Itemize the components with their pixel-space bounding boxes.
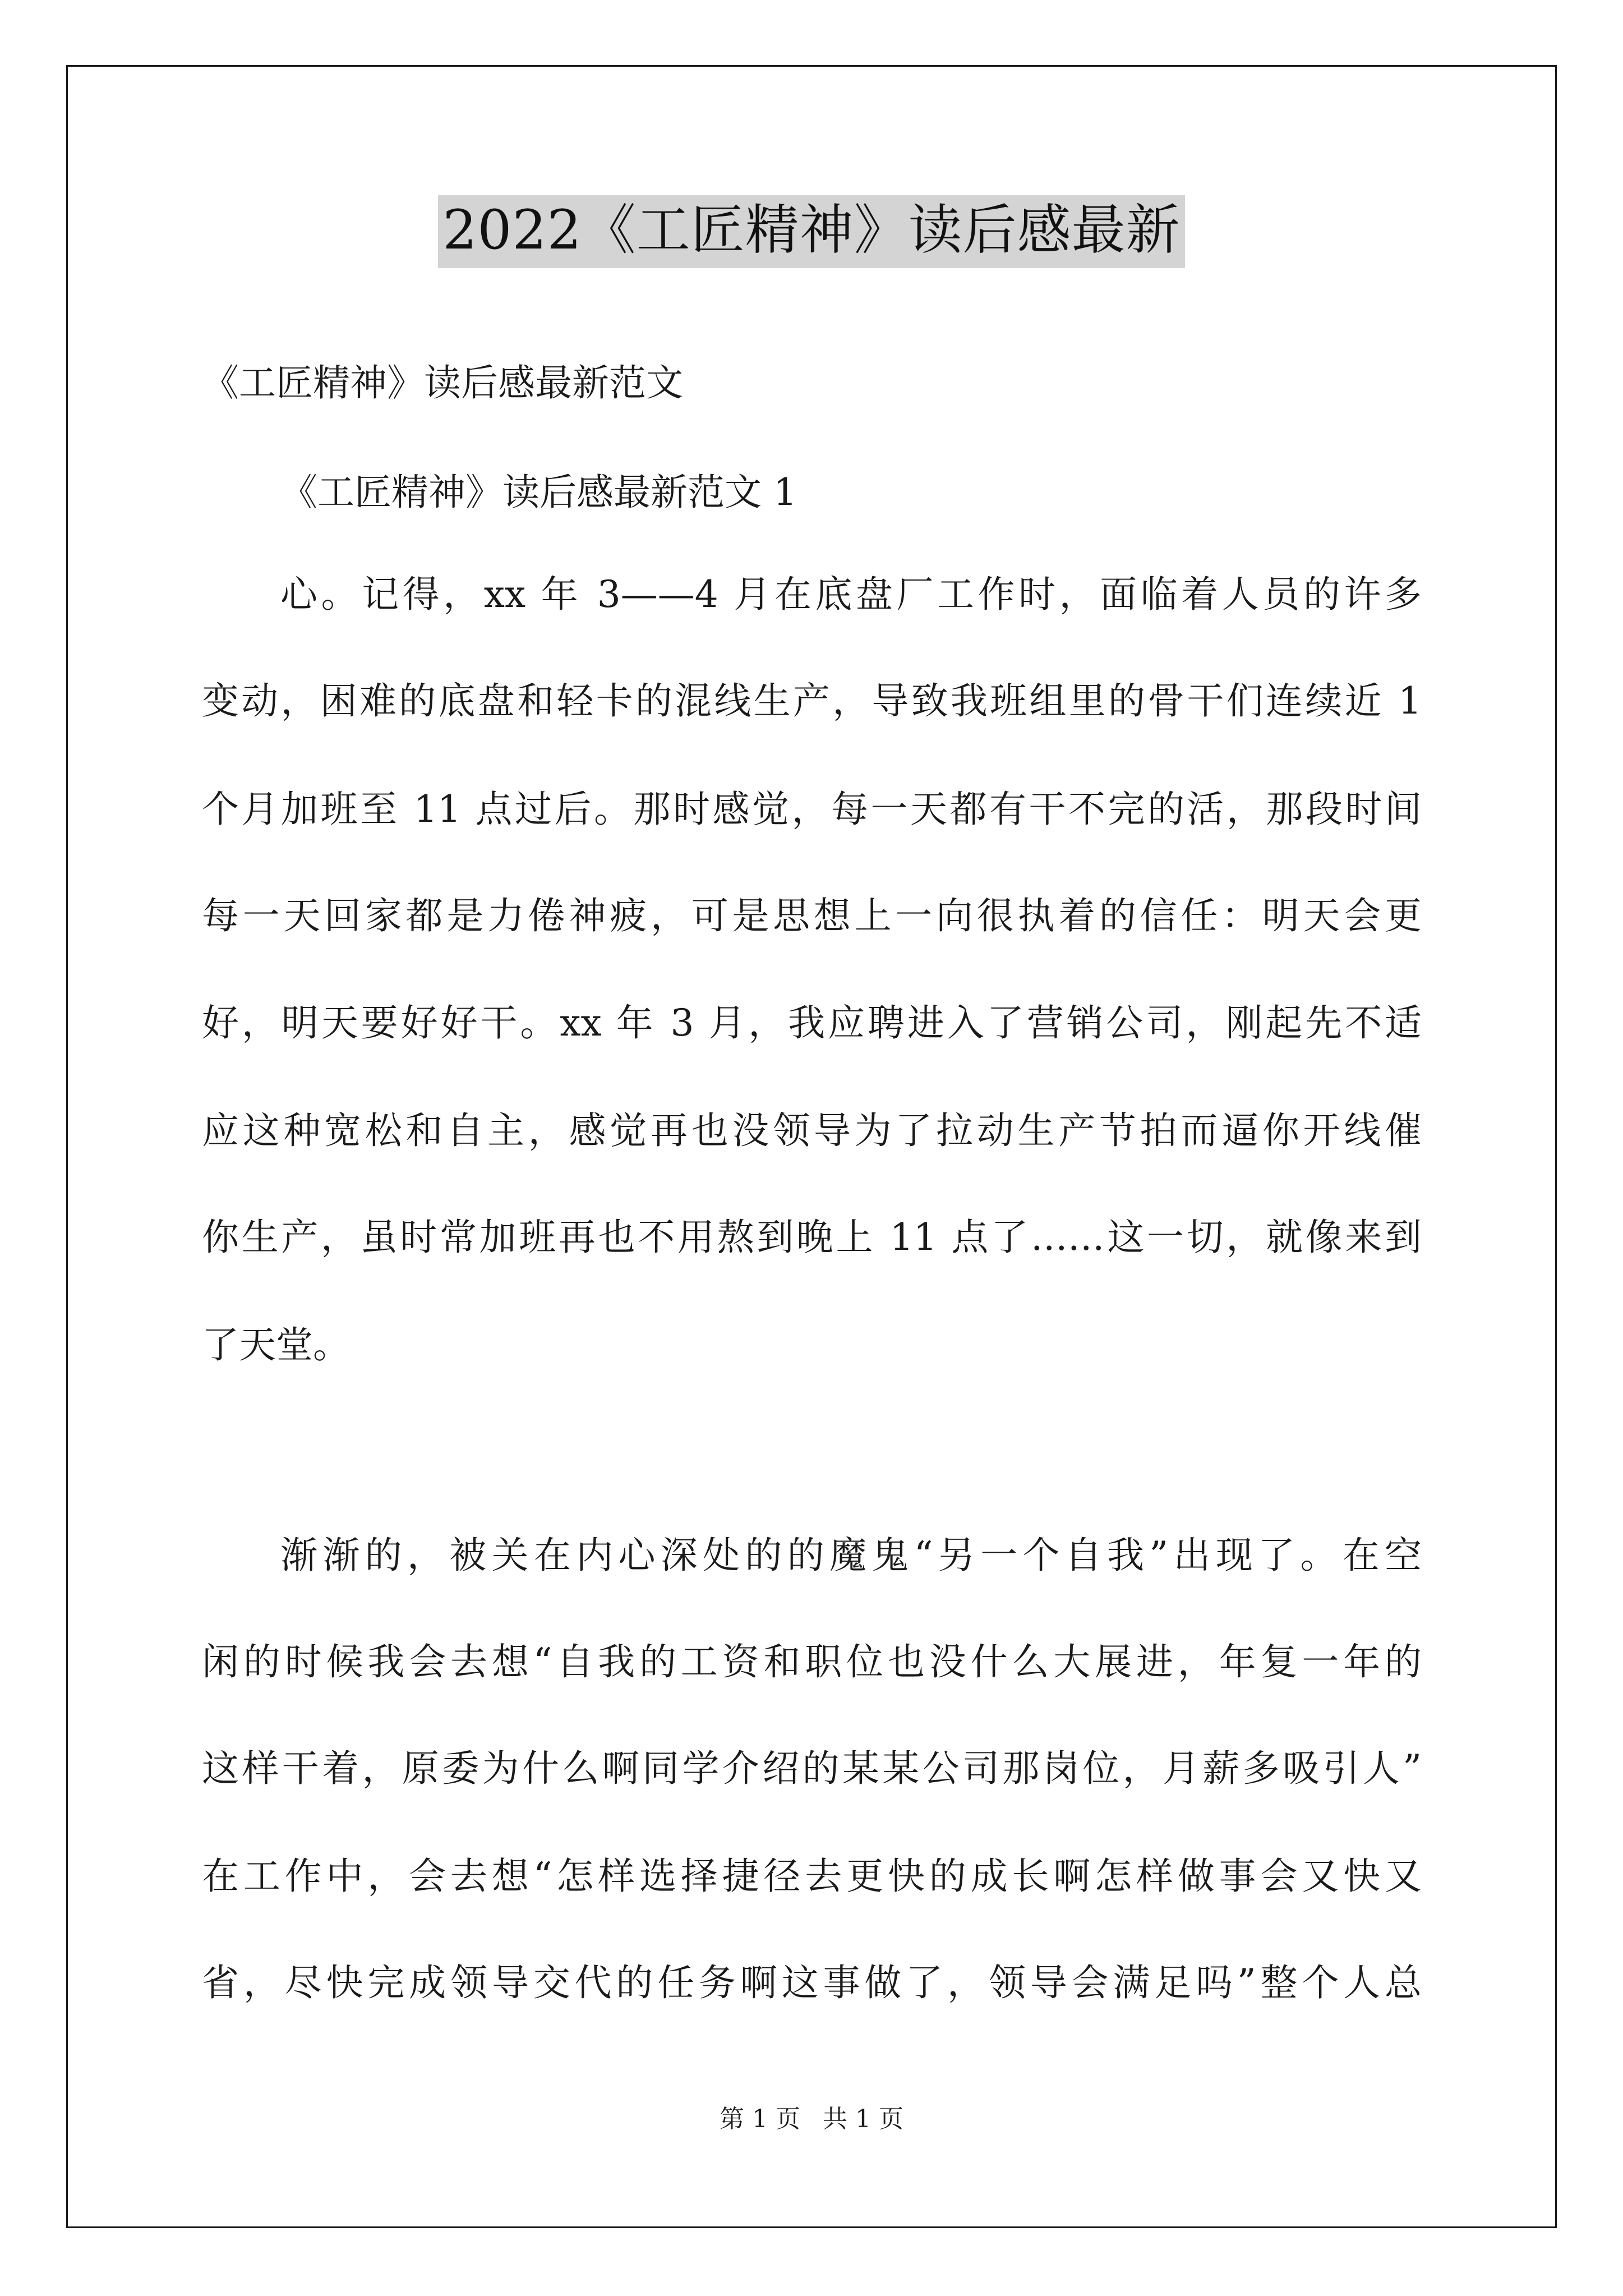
paragraph-line: 这样干着，原委为什么啊同学介绍的某某公司那岗位，月薪多吸引人”	[202, 1747, 1422, 1790]
paragraph-line: 省，尽快完成领导交代的任务啊这事做了，领导会满足吗”整个人总	[202, 1961, 1422, 2004]
document-subtitle: 《工匠精神》读后感最新范文	[202, 361, 683, 404]
page-footer	[0, 2107, 1623, 2132]
paragraph-line: 每一天回家都是力倦神疲，可是思想上一向很执着的信任：明天会更	[202, 894, 1422, 937]
section-heading: 《工匠精神》读后感最新范文 1	[280, 471, 797, 514]
paragraph-line: 你生产，虽时常加班再也不用熬到晚上 11 点了……这一切，就像来到	[202, 1216, 1422, 1259]
page-number: 第 1 页	[720, 2105, 800, 2133]
document-title	[0, 195, 1623, 268]
title-highlight: 2022《工匠精神》读后感最新	[438, 195, 1184, 268]
paragraph-line: 了天堂。	[202, 1323, 350, 1366]
paragraph-line: 好，明天要好好干。xx 年 3 月，我应聘进入了营销公司，刚起先不适	[202, 1001, 1422, 1045]
paragraph-line: 心。记得，xx 年 3——4 月在底盘厂工作时，面临着人员的许多	[280, 573, 1422, 616]
paragraph-line: 变动，困难的底盘和轻卡的混线生产，导致我班组里的骨干们连续近 1	[202, 679, 1422, 723]
paragraph-line: 应这种宽松和自主，感觉再也没领导为了拉动生产节拍而逼你开线催	[202, 1109, 1422, 1152]
page-total: 共 1 页	[823, 2105, 903, 2133]
paragraph-line: 闲的时候我会去想“自我的工资和职位也没什么大展进，年复一年的	[202, 1640, 1422, 1683]
paragraph-line: 在工作中，会去想“怎样选择捷径去更快的成长啊怎样做事会又快又	[202, 1855, 1422, 1898]
paragraph-line: 个月加班至 11 点过后。那时感觉，每一天都有干不完的活，那段时间	[202, 788, 1422, 831]
paragraph-line: 渐渐的，被关在内心深处的的魔鬼“另一个自我”出现了。在空	[280, 1534, 1422, 1577]
